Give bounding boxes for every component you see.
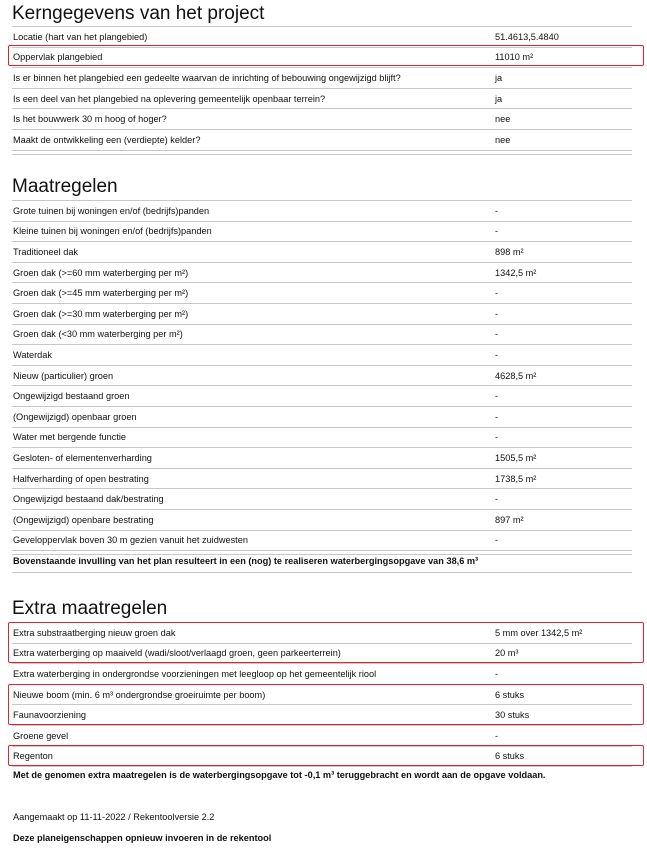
- maatregelen-table: [12, 200, 632, 555]
- row-value: -: [495, 226, 499, 237]
- row-value: 51.4613,5.4840: [495, 31, 559, 42]
- table-row: [12, 304, 632, 325]
- row-label: Extra substraatberging nieuw groen dak: [13, 627, 176, 638]
- row-value: -: [495, 411, 499, 422]
- table-row: [12, 510, 632, 531]
- row-value: 4628,5 m²: [495, 370, 537, 381]
- table-row: [12, 386, 632, 407]
- row-value: -: [495, 205, 499, 216]
- row-value: 11010 m²: [495, 52, 534, 63]
- table-row: [12, 89, 632, 110]
- extra-title: Extra maatregelen: [12, 598, 168, 619]
- row-label: Halfverharding of open bestrating: [13, 473, 149, 484]
- row-label: Nieuw (particulier) groen: [13, 370, 114, 381]
- table-row: [12, 345, 632, 366]
- row-label: Kleine tuinen bij woningen en/of (bedrijfs)panden: [13, 226, 212, 237]
- row-label: Extra waterberging op maaiveld (wadi/sloot/verlaagd groen, geen parkeerterrein): [13, 648, 341, 659]
- table-end-rule: [12, 151, 632, 155]
- row-value: -: [495, 494, 499, 505]
- table-row: [12, 726, 632, 747]
- row-label: Gesloten- of elementenverharding: [13, 452, 152, 463]
- table-row: [12, 623, 632, 644]
- table-row: [12, 705, 632, 726]
- row-value: 1342,5 m²: [495, 267, 537, 278]
- row-value: -: [495, 432, 499, 443]
- table-row: [12, 448, 632, 469]
- table-row: [12, 664, 632, 685]
- row-value: -: [495, 668, 499, 679]
- created-info: Aangemaakt op 11-11-2022 / Rekentoolversie 2.2: [13, 812, 215, 822]
- row-value: 6 stuks: [495, 689, 525, 700]
- row-label: Is er binnen het plangebied een gedeelte waarvan de inrichting of bebouwing ongewijzigd blijft?: [13, 72, 401, 83]
- row-label: Geveloppervlak boven 30 m gezien vanuit het zuidwesten: [13, 535, 248, 546]
- table-row: [12, 747, 632, 768]
- row-label: Regenton: [13, 751, 53, 762]
- table-row: [12, 27, 632, 48]
- row-label: Water met bergende functie: [13, 432, 127, 443]
- row-label: Traditioneel dak: [13, 246, 79, 257]
- row-value: 30 stuks: [495, 710, 530, 721]
- table-row: [12, 68, 632, 89]
- table-row: [12, 130, 632, 151]
- table-row: [12, 325, 632, 346]
- row-value: 1505,5 m²: [495, 452, 537, 463]
- summary-rule: [12, 572, 632, 573]
- table-end-rule: [12, 551, 632, 555]
- row-label: Waterdak: [13, 349, 52, 360]
- row-label: Ongewijzigd bestaand dak/bestrating: [13, 494, 164, 505]
- table-row: [12, 428, 632, 449]
- row-label: Nieuwe boom (min. 6 m³ ondergrondse groeiruimte per boom): [13, 689, 266, 700]
- table-row: [12, 222, 632, 243]
- row-value: nee: [495, 134, 511, 145]
- row-label: Groen dak (>=45 mm waterberging per m²): [13, 288, 189, 299]
- row-label: Groen dak (<30 mm waterberging per m²): [13, 329, 183, 340]
- row-label: Faunavoorziening: [13, 710, 87, 721]
- row-label: (Ongewijzigd) openbaar groen: [13, 411, 137, 422]
- table-row: [12, 263, 632, 284]
- maatregelen-summary: Bovenstaande invulling van het plan resulteert in een (nog) te realiseren waterbergingsopgave van 38,6 m³: [13, 556, 479, 566]
- row-label: Groene gevel: [13, 730, 69, 741]
- table-row: [12, 283, 632, 304]
- row-value: 5 mm over 1342,5 m²: [495, 627, 583, 638]
- row-value: -: [495, 308, 499, 319]
- row-value: 897 m²: [495, 514, 524, 525]
- row-label: Extra waterberging in ondergrondse voorzieningen met leegloop op het gemeentelijk riool: [13, 668, 377, 679]
- table-row: [12, 489, 632, 510]
- row-value: -: [495, 329, 499, 340]
- kerngegevens-title: Kerngegevens van het project: [12, 3, 265, 24]
- table-row: [12, 685, 632, 706]
- row-value: ja: [495, 72, 503, 83]
- table-row: [12, 644, 632, 665]
- row-label: Ongewijzigd bestaand groen: [13, 391, 130, 402]
- row-value: -: [495, 391, 499, 402]
- row-value: 6 stuks: [495, 751, 525, 762]
- row-label: Maakt de ontwikkeling een (verdiepte) kelder?: [13, 134, 201, 145]
- row-label: Is een deel van het plangebied na oplevering gemeentelijk openbaar terrein?: [13, 93, 326, 104]
- row-label: Is het bouwwerk 30 m hoog of hoger?: [13, 114, 167, 125]
- row-value: 20 m³: [495, 648, 519, 659]
- extra-table: [12, 622, 632, 767]
- row-label: Groen dak (>=30 mm waterberging per m²): [13, 308, 189, 319]
- row-value: -: [495, 349, 499, 360]
- table-row: [12, 469, 632, 490]
- reenter-link[interactable]: Deze planeigenschappen opnieuw invoeren in de rekentool: [13, 833, 272, 843]
- row-value: -: [495, 535, 499, 546]
- row-label: Locatie (hart van het plangebied): [13, 31, 148, 42]
- row-value: 898 m²: [495, 246, 524, 257]
- row-value: ja: [495, 93, 503, 104]
- table-row: [12, 366, 632, 387]
- row-label: (Ongewijzigd) openbare bestrating: [13, 514, 154, 525]
- table-row: [12, 48, 632, 69]
- row-value: -: [495, 288, 499, 299]
- extra-summary: Met de genomen extra maatregelen is de waterbergingsopgave tot -0,1 m³ teruggebracht en wordt aan de opgave voldaan.: [13, 770, 546, 780]
- maatregelen-title: Maatregelen: [12, 176, 118, 197]
- row-value: 1738,5 m²: [495, 473, 537, 484]
- row-label: Grote tuinen bij woningen en/of (bedrijfs)panden: [13, 205, 210, 216]
- table-row: [12, 531, 632, 552]
- kerngegevens-table: [12, 26, 632, 155]
- row-value: -: [495, 730, 499, 741]
- table-row: [12, 109, 632, 130]
- row-label: Oppervlak plangebied: [13, 52, 103, 63]
- row-value: nee: [495, 114, 511, 125]
- table-row: [12, 407, 632, 428]
- table-row: [12, 201, 632, 222]
- row-label: Groen dak (>=60 mm waterberging per m²): [13, 267, 189, 278]
- table-row: [12, 242, 632, 263]
